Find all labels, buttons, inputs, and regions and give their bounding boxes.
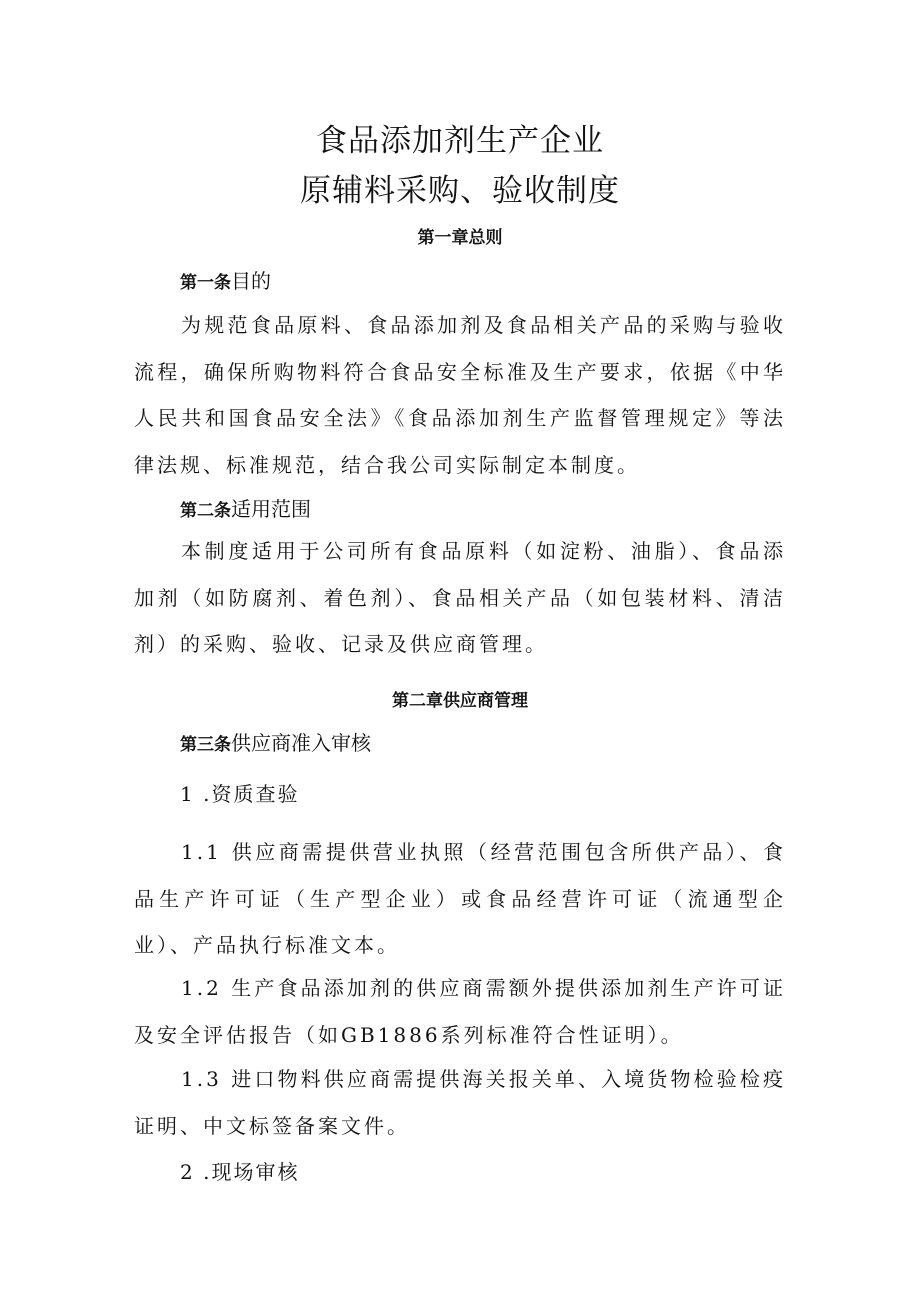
chapter-1-heading: 第一章总则 (417, 228, 503, 248)
item-1-3-text: 1.3 进口物料供应商需提供海关报关单、入境货物检验检疫证明、中文标签备案文件。 (134, 1067, 786, 1138)
article-3-label: 第三条 (180, 735, 231, 755)
article-1-label: 第一条 (180, 273, 231, 293)
item-2-heading: 2 .现场审核 (180, 1160, 300, 1184)
item-1-1-text: 1.1 供应商需提供营业执照（经营范围包含所供产品）、食品生产许可证（生产型企业）或食品经营许可证（流通型企业）、产品执行标准文本。 (134, 840, 786, 957)
article-1-title: 目的 (231, 269, 271, 293)
article-2-text: 本制度适用于公司所有食品原料（如淀粉、油脂）、食品添加剂（如防腐剂、着色剂）、食品相关产品（如包装材料、清洁剂）的采购、验收、记录及供应商管理。 (134, 539, 786, 656)
article-1-heading (180, 265, 271, 294)
item-1-heading: 1 .资质查验 (180, 782, 300, 806)
item-1-2-text: 1.2 生产食品添加剂的供应商需额外提供添加剂生产许可证及安全评估报告（如GB1886系列标准符合性证明）。 (134, 976, 786, 1047)
article-3-heading (180, 727, 371, 756)
document-title-line2: 原辅料采购、验收制度 (300, 173, 620, 209)
document-title-line1: 食品添加剂生产企业 (316, 123, 604, 159)
article-2-title: 适用范围 (231, 497, 311, 521)
article-2-label: 第二条 (180, 501, 231, 521)
article-2-heading (180, 493, 311, 522)
article-3-title: 供应商准入审核 (231, 731, 371, 755)
chapter-2-heading: 第二章供应商管理 (392, 691, 528, 711)
article-1-text: 为规范食品原料、食品添加剂及食品相关产品的采购与验收流程，确保所购物料符合食品安全标准及生产要求，依据《中华人民共和国食品安全法》《食品添加剂生产监督管理规定》等法律法规、标准规范，结合我公司实际制定本制度。 (134, 313, 786, 477)
